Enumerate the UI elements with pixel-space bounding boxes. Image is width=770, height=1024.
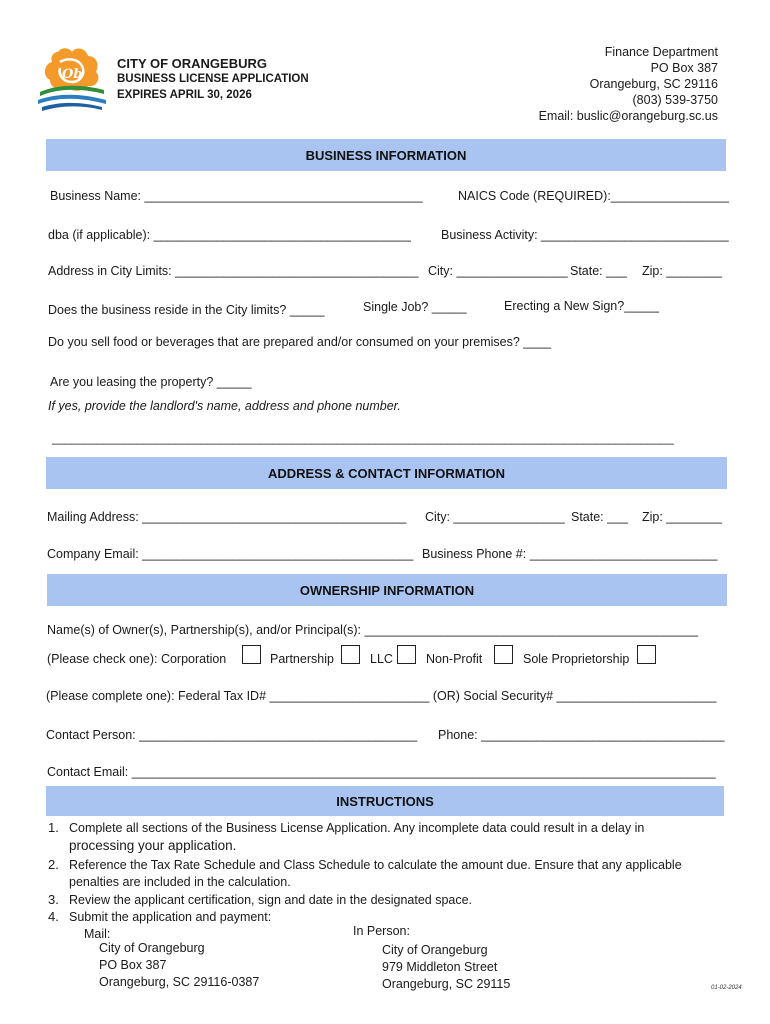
- header-city: CITY OF ORANGEBURG: [117, 56, 267, 71]
- company-email-field[interactable]: Company Email: _______________________________________: [47, 547, 414, 561]
- instruction-line: penalties are included in the calculation.: [69, 875, 291, 889]
- in-person-address-line: City of Orangeburg: [382, 943, 488, 957]
- header-po-box: PO Box 387: [650, 61, 718, 75]
- business-state-field[interactable]: State: ___: [570, 264, 627, 278]
- partnership-label: Partnership: [270, 652, 334, 666]
- mailing-zip-field[interactable]: Zip: ________: [642, 510, 722, 524]
- header-city-state-zip: Orangeburg, SC 29116: [589, 77, 718, 91]
- contact-email-field[interactable]: Contact Email: ____________________________________________________________________________________: [47, 765, 716, 779]
- instruction-line: Complete all sections of the Business License Application. Any incomplete data could result in a delay in: [69, 821, 645, 835]
- instruction-item: [69, 857, 682, 891]
- city-logo: [36, 44, 108, 114]
- in-person-address-line: Orangeburg, SC 29115: [382, 977, 511, 991]
- corporation-checkbox[interactable]: [242, 645, 261, 664]
- llc-checkbox[interactable]: [397, 645, 416, 664]
- naics-code-field[interactable]: NAICS Code (REQUIRED):_________________: [458, 189, 729, 203]
- business-info-header: BUSINESS INFORMATION: [46, 139, 726, 171]
- nonprofit-label: Non-Profit: [426, 652, 483, 666]
- llc-label: LLC: [370, 652, 393, 666]
- in-person-address-line: 979 Middleton Street: [382, 960, 498, 974]
- address-city-limits-field[interactable]: Address in City Limits: ___________________________________: [48, 264, 419, 278]
- instruction-number: 3.: [48, 892, 59, 907]
- mailing-city-field[interactable]: City: ________________: [425, 510, 565, 524]
- instruction-item: [69, 909, 271, 926]
- business-name-field[interactable]: Business Name: ________________________________________: [50, 189, 423, 203]
- business-city-field[interactable]: City: ________________: [428, 264, 568, 278]
- mail-address-block: [99, 940, 259, 991]
- instruction-item: [69, 820, 644, 854]
- instruction-number: 1.: [48, 820, 59, 835]
- check-one-label: (Please check one): Corporation: [47, 652, 227, 666]
- instruction-line: Submit the application and payment:: [69, 910, 272, 924]
- new-sign-field[interactable]: Erecting a New Sign?_____: [504, 299, 659, 313]
- nonprofit-checkbox[interactable]: [494, 645, 513, 664]
- in-person-address-block: [382, 942, 510, 993]
- instruction-line: Review the applicant certification, sign and date in the designated space.: [69, 893, 473, 907]
- contact-phone-field[interactable]: Phone: ___________________________________: [438, 728, 725, 742]
- mail-address-line: PO Box 387: [99, 958, 167, 972]
- single-job-field[interactable]: Single Job? _____: [363, 300, 467, 314]
- owner-names-field[interactable]: Name(s) of Owner(s), Partnership(s), and/or Principal(s): ________________________________________________: [47, 623, 699, 637]
- ownership-info-header: OWNERSHIP INFORMATION: [47, 574, 727, 606]
- mail-label: Mail:: [84, 927, 111, 941]
- in-person-label: In Person:: [353, 924, 410, 938]
- sole-proprietorship-checkbox[interactable]: [637, 645, 656, 664]
- instruction-number: 4.: [48, 909, 59, 924]
- mailing-address-field[interactable]: Mailing Address: ______________________________________: [47, 510, 407, 524]
- business-activity-field[interactable]: Business Activity: ___________________________: [441, 228, 729, 242]
- contact-info-header: ADDRESS & CONTACT INFORMATION: [46, 457, 727, 489]
- mail-address-line: City of Orangeburg: [99, 941, 205, 955]
- mail-address-line: Orangeburg, SC 29116-0387: [99, 975, 260, 989]
- business-zip-field[interactable]: Zip: ________: [642, 264, 722, 278]
- mailing-state-field[interactable]: State: ___: [571, 510, 628, 524]
- header-email: Email: buslic@orangeburg.sc.us: [538, 109, 718, 123]
- header-contact-block: [539, 44, 718, 124]
- instructions-header: INSTRUCTIONS: [46, 786, 724, 816]
- instruction-line: processing your application.: [69, 838, 237, 853]
- food-beverage-field[interactable]: Do you sell food or beverages that are prepared and/or consumed on your premises? ____: [48, 335, 552, 349]
- leasing-field[interactable]: Are you leasing the property? _____: [50, 375, 252, 389]
- partnership-checkbox[interactable]: [341, 645, 360, 664]
- instruction-item: [69, 892, 472, 909]
- instruction-line: Reference the Tax Rate Schedule and Class Schedule to calculate the amount due. Ensure that any applicable: [69, 858, 682, 872]
- header-expires: EXPIRES APRIL 30, 2026: [117, 89, 252, 101]
- tax-id-field[interactable]: (Please complete one): Federal Tax ID# _______________________ (OR) Social Security# _______________________: [46, 689, 717, 703]
- dba-field[interactable]: dba (if applicable): _____________________________________: [48, 228, 411, 242]
- header-dept: Finance Department: [604, 45, 718, 59]
- contact-person-field[interactable]: Contact Person: ________________________________________: [46, 728, 418, 742]
- instruction-number: 2.: [48, 857, 59, 872]
- header-phone: (803) 539-3750: [632, 93, 718, 107]
- landlord-note: If yes, provide the landlord's name, address and phone number.: [48, 399, 401, 413]
- svg-text:Ob: Ob: [62, 67, 83, 82]
- header-form-title: BUSINESS LICENSE APPLICATION: [117, 73, 309, 85]
- form-revision-code: 01-02-2024: [711, 985, 742, 991]
- business-phone-field[interactable]: Business Phone #: ___________________________: [422, 547, 718, 561]
- landlord-line[interactable]: ________________________________________________________________________________________________: [52, 431, 674, 445]
- sole-proprietorship-label: Sole Proprietorship: [523, 652, 630, 666]
- reside-in-city-field[interactable]: Does the business reside in the City limits? _____: [48, 303, 325, 317]
